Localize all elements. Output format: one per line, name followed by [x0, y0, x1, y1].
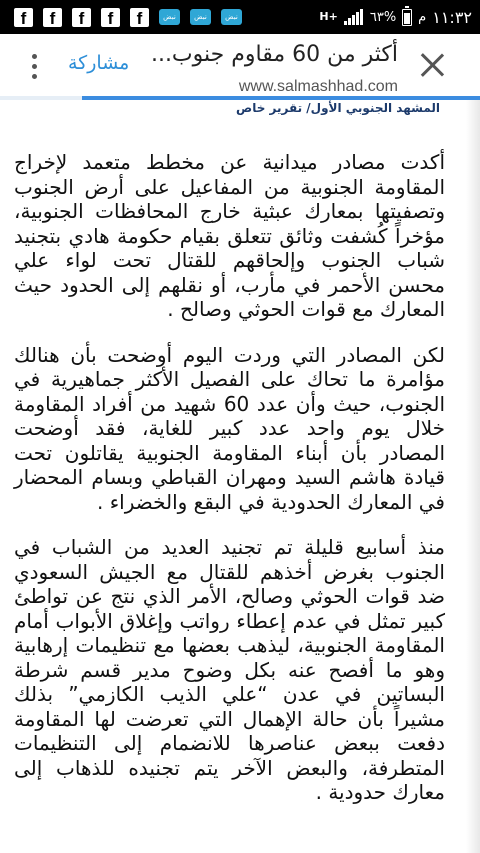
status-bar [0, 0, 480, 34]
browser-toolbar [0, 34, 480, 96]
article-paragraph: أكدت مصادر ميدانية عن مخطط متعمد لإخراج المقاومة الجنوبية من المفاعيل على أرض الجنوب وتصفيتها بمعارك عبثية خارج المحافظات الجنوبية، مؤخراً كُشفت وثائق تتعلق بقيام حكومة هادي بتجنيد شباب الجنوب وإلحاقهم للقتال تحت لواء علي محسن الأحمر في مأرب، أو نقلهم إلى الحدود حيث المعارك مع قوات الحوثي وصالح . [14, 150, 445, 321]
nabd-icon: نبض [190, 9, 211, 25]
page-url: www.salmashhad.com [238, 78, 398, 95]
facebook-icon: f [14, 8, 33, 27]
scroll-edge [466, 100, 480, 853]
facebook-icon: f [101, 8, 120, 27]
facebook-icon: f [43, 8, 62, 27]
network-type: H+ [319, 10, 338, 23]
battery-icon [402, 9, 412, 26]
signal-icon [344, 9, 364, 25]
facebook-icon: f [130, 8, 149, 27]
article-byline: المشهد الجنوبي الأول/ تقرير خاص [236, 101, 440, 115]
article-paragraph: لكن المصادر التي وردت اليوم أوضحت بأن هنالك مؤامرة ما تحاك على الفصيل الأكثر جماهيرية في الجنوب، حيث وأن عدد 60 شهيد من أفراد المقاومة خلال يوم واحد عدد كبير للغاية، فقد أوضحت المصادر بأن أبناء المقاومة الجنوبية يقاتلون تحت قيادة هاشم السيد ومهران القباطي وبسام المحضار في المعارك الحدودية في البقع والخضراء . [14, 342, 446, 514]
system-status [319, 0, 472, 34]
page-load-progress [0, 96, 480, 100]
clock: ١١:٣٢ [432, 7, 472, 27]
page-title: أكثر من 60 مقاوم جنوب... [150, 42, 398, 67]
am-pm: م [418, 9, 427, 25]
nabd-icon: نبض [159, 9, 180, 25]
facebook-icon: f [72, 8, 91, 27]
article-body [14, 150, 445, 826]
close-icon[interactable] [420, 53, 444, 77]
article-paragraph: منذ أسابيع قليلة تم تجنيد العديد من الشباب في الجنوب بغرض أخذهم للقتال مع الجيش السعودي ضد قوات الحوثي وصالح، الأمر الذي نتج عن تواطئ كبير تمثل في عدم إعطاء رواتب وإغلاق الأبواب أمام المقاومة الجنوبية، ليذهب بعضها مع تنظيمات إرهابية وهو ما أفصح عنه بكل وضوح مدير قسم شرطة البساتين في عدن “علي الذيب الكازمي” بذلك مشيراً بأن حالة الإهمال التي تعرضت لها المقاومة دفعت ببعض عناصرها للانضمام إلى التنظيمات المتطرفة، والبعض الآخر يتم تجنيده للذهاب إلى معارك حدودية . [14, 535, 445, 804]
progress-fill [82, 96, 480, 100]
battery-percent: ٦٣% [369, 9, 397, 25]
nabd-icon: نبض [221, 9, 242, 25]
overflow-menu-icon[interactable] [26, 54, 42, 80]
share-button[interactable]: مشاركة [68, 52, 130, 74]
notification-icons [0, 8, 242, 27]
